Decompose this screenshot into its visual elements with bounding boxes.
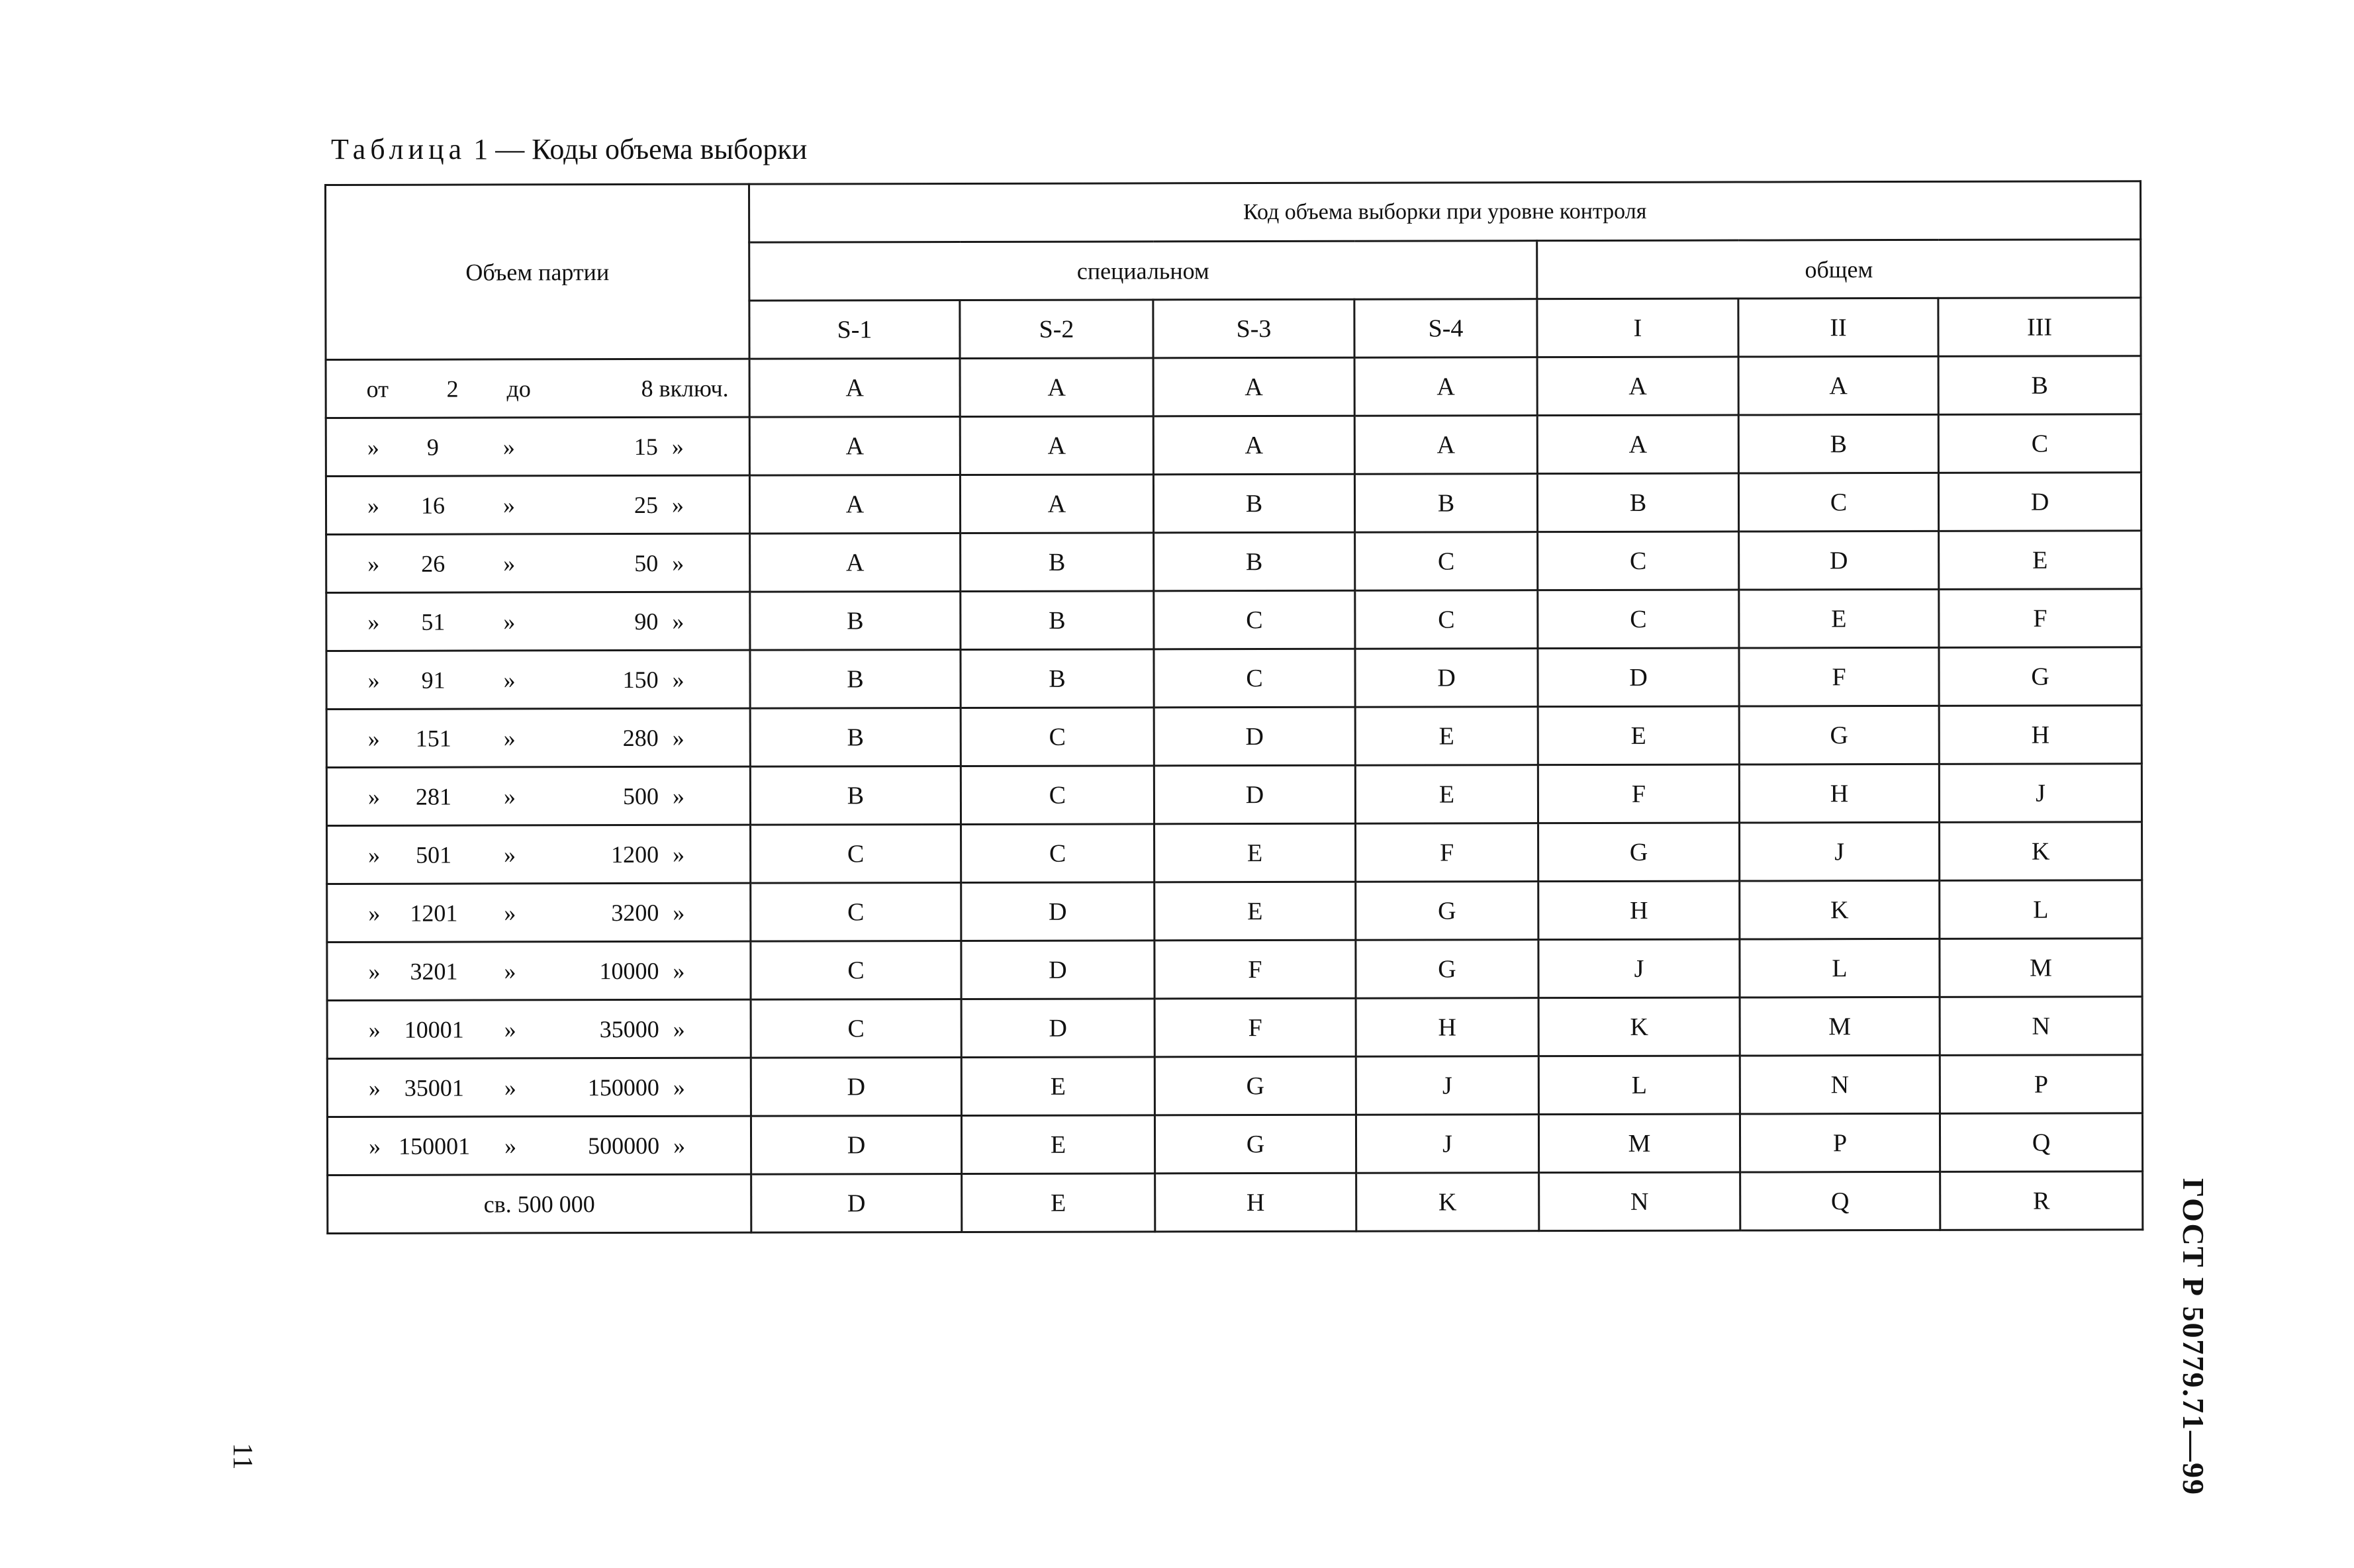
quote-mark: » xyxy=(502,433,515,460)
code-cell: H xyxy=(1739,764,1939,823)
lot-size-cell xyxy=(327,941,751,1000)
lot-to: 50 xyxy=(634,549,659,576)
from-word: от xyxy=(366,375,389,402)
code-cell: A xyxy=(749,475,960,533)
code-cell: G xyxy=(1356,882,1538,941)
level-header-s3: S-3 xyxy=(1153,299,1354,358)
lot-to: 280 xyxy=(622,724,659,751)
code-cell: L xyxy=(1740,939,1940,997)
lot-size-cell xyxy=(326,766,750,825)
lot-from: 501 xyxy=(416,841,452,868)
code-cell: F xyxy=(1939,589,2142,648)
code-cell: B xyxy=(961,533,1154,592)
code-cell: A xyxy=(1354,416,1537,475)
special-levels-header: специальном xyxy=(749,241,1537,300)
table-row xyxy=(326,647,2142,710)
lot-size-cell xyxy=(327,1058,751,1117)
code-cell: C xyxy=(751,824,961,883)
code-cell: P xyxy=(1740,1113,1940,1172)
level-header-ii: II xyxy=(1738,298,1938,357)
lot-from: 16 xyxy=(420,492,446,519)
quote-mark: » xyxy=(503,782,516,809)
code-cell: L xyxy=(1940,880,2142,939)
lot-to: 500 xyxy=(622,782,659,809)
code-cell: A xyxy=(750,533,961,592)
code-cell: K xyxy=(1356,1173,1539,1232)
standard-designation: ГОСТ Р 50779.71—99 xyxy=(2177,1178,2210,1496)
lot-size-header: Объем партии xyxy=(326,184,750,359)
lot-to: 25 xyxy=(634,491,659,518)
lot-from: 35001 xyxy=(404,1074,464,1101)
lot-size-cell xyxy=(326,708,750,767)
quote-mark: » xyxy=(673,899,685,926)
lot-from: 9 xyxy=(426,434,439,461)
code-cell: D xyxy=(961,999,1154,1058)
quote-mark: » xyxy=(504,1132,517,1159)
code-cell: N xyxy=(1940,997,2142,1056)
quote-mark: » xyxy=(367,608,380,635)
code-cell: F xyxy=(1154,940,1356,999)
code-cell: D xyxy=(1938,473,2141,531)
quote-mark: » xyxy=(503,608,516,635)
code-cell: B xyxy=(750,591,961,650)
general-levels-header: общем xyxy=(1537,240,2141,299)
code-cell: Q xyxy=(1940,1113,2142,1172)
code-cell: B xyxy=(961,591,1154,650)
code-cell: Q xyxy=(1740,1172,1940,1230)
code-cell: C xyxy=(751,941,961,999)
code-cell: K xyxy=(1538,997,1740,1056)
lot-size-cell xyxy=(326,592,750,651)
code-cell: B xyxy=(1537,473,1738,532)
code-cell: B xyxy=(961,649,1154,708)
table-row xyxy=(326,356,2141,418)
lot-from: 91 xyxy=(421,667,446,694)
lot-size-cell xyxy=(326,417,749,476)
code-cell: C xyxy=(1538,531,1739,590)
quote-mark: » xyxy=(504,841,516,868)
code-cell: C xyxy=(751,882,961,941)
quote-mark: » xyxy=(673,841,685,868)
code-cell: D xyxy=(1154,707,1355,766)
table-row xyxy=(326,414,2141,477)
quote-mark: » xyxy=(672,724,684,751)
table-row xyxy=(328,1172,2143,1234)
code-cell: D xyxy=(751,1115,961,1174)
sample-code-header: Код объема выборки при уровне контроля xyxy=(749,181,2141,242)
code-cell: D xyxy=(1538,648,1739,707)
code-cell: F xyxy=(1739,647,1939,706)
table-row xyxy=(327,1113,2142,1176)
quote-mark: » xyxy=(672,666,684,693)
code-cell: D xyxy=(751,1174,962,1232)
page-number: 11 xyxy=(227,1443,258,1470)
quote-mark: » xyxy=(367,667,380,694)
lot-size-cell xyxy=(326,533,750,592)
table-row xyxy=(326,706,2142,768)
code-cell: A xyxy=(1738,356,1938,415)
code-cell: G xyxy=(1154,1056,1356,1115)
code-cell: E xyxy=(1154,882,1356,941)
code-cell: B xyxy=(1354,474,1537,533)
lot-from: 10001 xyxy=(404,1016,464,1043)
table-row xyxy=(327,822,2142,884)
lot-size-cell: св. 500 000 xyxy=(328,1174,751,1233)
code-cell: D xyxy=(961,882,1154,941)
code-cell: C xyxy=(961,766,1154,825)
lot-to: 35000 xyxy=(599,1015,659,1042)
code-cell: B xyxy=(750,649,961,708)
code-cell: C xyxy=(1355,590,1538,649)
level-header-iii: III xyxy=(1938,298,2141,357)
quote-mark: » xyxy=(368,1016,381,1043)
code-cell: J xyxy=(1538,939,1740,998)
code-cell: E xyxy=(1939,531,2142,590)
code-cell: K xyxy=(1940,822,2142,881)
lot-from: 151 xyxy=(415,725,451,752)
table-caption xyxy=(331,132,807,166)
code-cell: H xyxy=(1538,881,1740,940)
quote-mark: » xyxy=(369,1132,381,1160)
code-cell: F xyxy=(1538,764,1739,823)
code-cell: C xyxy=(1154,649,1355,708)
quote-mark: » xyxy=(368,899,381,927)
code-cell: G xyxy=(1939,647,2142,706)
quote-mark: » xyxy=(504,957,516,984)
lot-from: 3201 xyxy=(410,958,458,985)
code-cell: N xyxy=(1740,1055,1940,1114)
lot-from: 51 xyxy=(421,608,446,635)
quote-mark: » xyxy=(673,957,685,984)
lot-to: 90 xyxy=(634,608,659,635)
code-cell: G xyxy=(1538,823,1740,882)
code-cell: E xyxy=(1355,765,1538,824)
table-row xyxy=(326,531,2142,593)
code-cell: J xyxy=(1939,764,2142,823)
code-cell: A xyxy=(960,358,1153,417)
quote-mark: » xyxy=(504,1074,516,1101)
code-cell: C xyxy=(1355,532,1538,591)
quote-mark: » xyxy=(504,1015,516,1042)
table-row xyxy=(327,939,2142,1001)
table-row xyxy=(327,997,2142,1059)
code-cell: E xyxy=(962,1174,1155,1232)
code-cell: R xyxy=(1940,1172,2143,1230)
code-cell: F xyxy=(1356,823,1538,882)
lot-size-cell xyxy=(327,1116,751,1175)
code-cell: A xyxy=(960,475,1153,533)
code-cell: M xyxy=(1940,939,2142,997)
code-cell: D xyxy=(961,941,1154,999)
lot-from: 1201 xyxy=(410,899,458,927)
quote-mark: » xyxy=(671,433,684,460)
code-cell: M xyxy=(1538,1114,1740,1173)
code-cell: E xyxy=(1538,706,1739,765)
code-cell: C xyxy=(961,708,1154,766)
quote-mark: » xyxy=(671,491,684,518)
code-cell: E xyxy=(961,1057,1154,1116)
lot-from: 2 xyxy=(446,375,459,402)
code-cell: M xyxy=(1740,997,1940,1056)
code-cell: B xyxy=(1153,474,1354,533)
quote-mark: » xyxy=(503,549,516,576)
level-header-s2: S-2 xyxy=(960,300,1153,359)
header-row-1 xyxy=(326,181,2141,244)
lot-size-cell xyxy=(326,650,750,709)
code-cell: P xyxy=(1940,1055,2142,1114)
quote-mark: » xyxy=(368,841,381,868)
code-cell: A xyxy=(1537,415,1738,474)
code-cell: B xyxy=(1154,532,1355,591)
code-cell: B xyxy=(750,766,961,825)
code-cell: H xyxy=(1939,706,2142,764)
code-cell: A xyxy=(749,358,960,417)
lot-from: 150001 xyxy=(399,1132,471,1160)
code-cell: G xyxy=(1356,940,1538,999)
quote-mark: » xyxy=(368,958,381,985)
code-cell: F xyxy=(1154,998,1356,1057)
code-cell: D xyxy=(1154,765,1355,824)
quote-mark: » xyxy=(504,899,516,926)
code-cell: B xyxy=(750,708,961,766)
table-body xyxy=(326,181,2143,1234)
table-row xyxy=(326,589,2142,651)
quote-mark: » xyxy=(367,783,380,810)
code-cell: A xyxy=(1153,357,1354,416)
quote-mark: » xyxy=(673,1132,686,1159)
caption-text: 1 — Коды объема выборки xyxy=(473,133,808,165)
quote-mark: » xyxy=(503,724,516,751)
code-cell: A xyxy=(1153,416,1354,475)
level-header-s4: S-4 xyxy=(1354,299,1537,358)
code-cell: C xyxy=(1738,473,1938,531)
code-cell: J xyxy=(1356,1056,1538,1115)
code-cell: C xyxy=(1154,590,1355,649)
quote-mark: » xyxy=(673,1074,685,1101)
lot-to: 150000 xyxy=(587,1074,659,1101)
lot-to: 15 xyxy=(634,433,658,460)
code-cell: A xyxy=(749,416,960,475)
code-cell: A xyxy=(960,416,1153,475)
sample-size-code-table xyxy=(324,180,2143,1234)
code-cell: D xyxy=(1739,531,1939,590)
quote-mark: » xyxy=(367,550,380,577)
table-row xyxy=(327,880,2142,943)
table-row xyxy=(327,1055,2142,1117)
lot-to: 150 xyxy=(622,666,659,693)
table-row xyxy=(326,764,2142,826)
lot-size-cell xyxy=(327,999,751,1058)
table-row xyxy=(326,473,2141,535)
quote-mark: » xyxy=(367,725,380,752)
lot-size-cell xyxy=(326,475,749,534)
code-cell: B xyxy=(1738,414,1938,473)
code-cell: G xyxy=(1154,1115,1356,1174)
code-cell: D xyxy=(751,1057,961,1116)
code-cell: E xyxy=(1739,589,1939,648)
lot-to: 1200 xyxy=(611,841,659,868)
lot-to: 3200 xyxy=(611,899,659,926)
lot-to: 500000 xyxy=(588,1132,660,1159)
lot-size-cell xyxy=(327,825,751,884)
code-cell: C xyxy=(1538,590,1739,649)
caption-word: Таблица xyxy=(331,133,467,165)
code-cell: A xyxy=(1537,357,1738,416)
lot-size-cell xyxy=(326,359,749,418)
code-cell: C xyxy=(961,824,1154,883)
code-cell: E xyxy=(1355,707,1538,766)
lot-from: 26 xyxy=(421,550,446,577)
quote-mark: » xyxy=(367,492,380,519)
quote-mark: » xyxy=(672,608,684,635)
quote-mark: » xyxy=(672,549,684,576)
code-cell: C xyxy=(751,999,961,1058)
code-cell: L xyxy=(1538,1056,1740,1115)
code-cell: A xyxy=(1354,357,1537,416)
code-cell: G xyxy=(1739,706,1939,764)
code-cell: N xyxy=(1539,1172,1740,1231)
code-cell: J xyxy=(1740,822,1940,881)
lot-from: 281 xyxy=(415,783,451,810)
code-cell: H xyxy=(1356,998,1538,1057)
code-cell: C xyxy=(1938,414,2141,473)
code-cell: J xyxy=(1356,1115,1538,1174)
quote-mark: » xyxy=(367,434,379,461)
lot-size-cell xyxy=(327,883,751,942)
code-cell: E xyxy=(961,1115,1154,1174)
quote-mark: » xyxy=(672,782,684,809)
code-cell: K xyxy=(1740,880,1940,939)
level-header-s1: S-1 xyxy=(749,300,960,359)
lot-to: 10000 xyxy=(599,957,659,984)
quote-mark: » xyxy=(502,491,516,518)
code-cell: B xyxy=(1938,356,2141,415)
code-cell: H xyxy=(1155,1173,1356,1232)
code-cell: D xyxy=(1355,649,1538,708)
quote-mark: » xyxy=(673,1015,685,1042)
code-cell: E xyxy=(1154,823,1356,882)
to-word: до xyxy=(506,375,531,402)
quote-mark: » xyxy=(503,666,516,693)
lot-to: 8 включ. xyxy=(641,375,729,402)
quote-mark: » xyxy=(368,1074,381,1101)
level-header-i: I xyxy=(1537,299,1738,357)
